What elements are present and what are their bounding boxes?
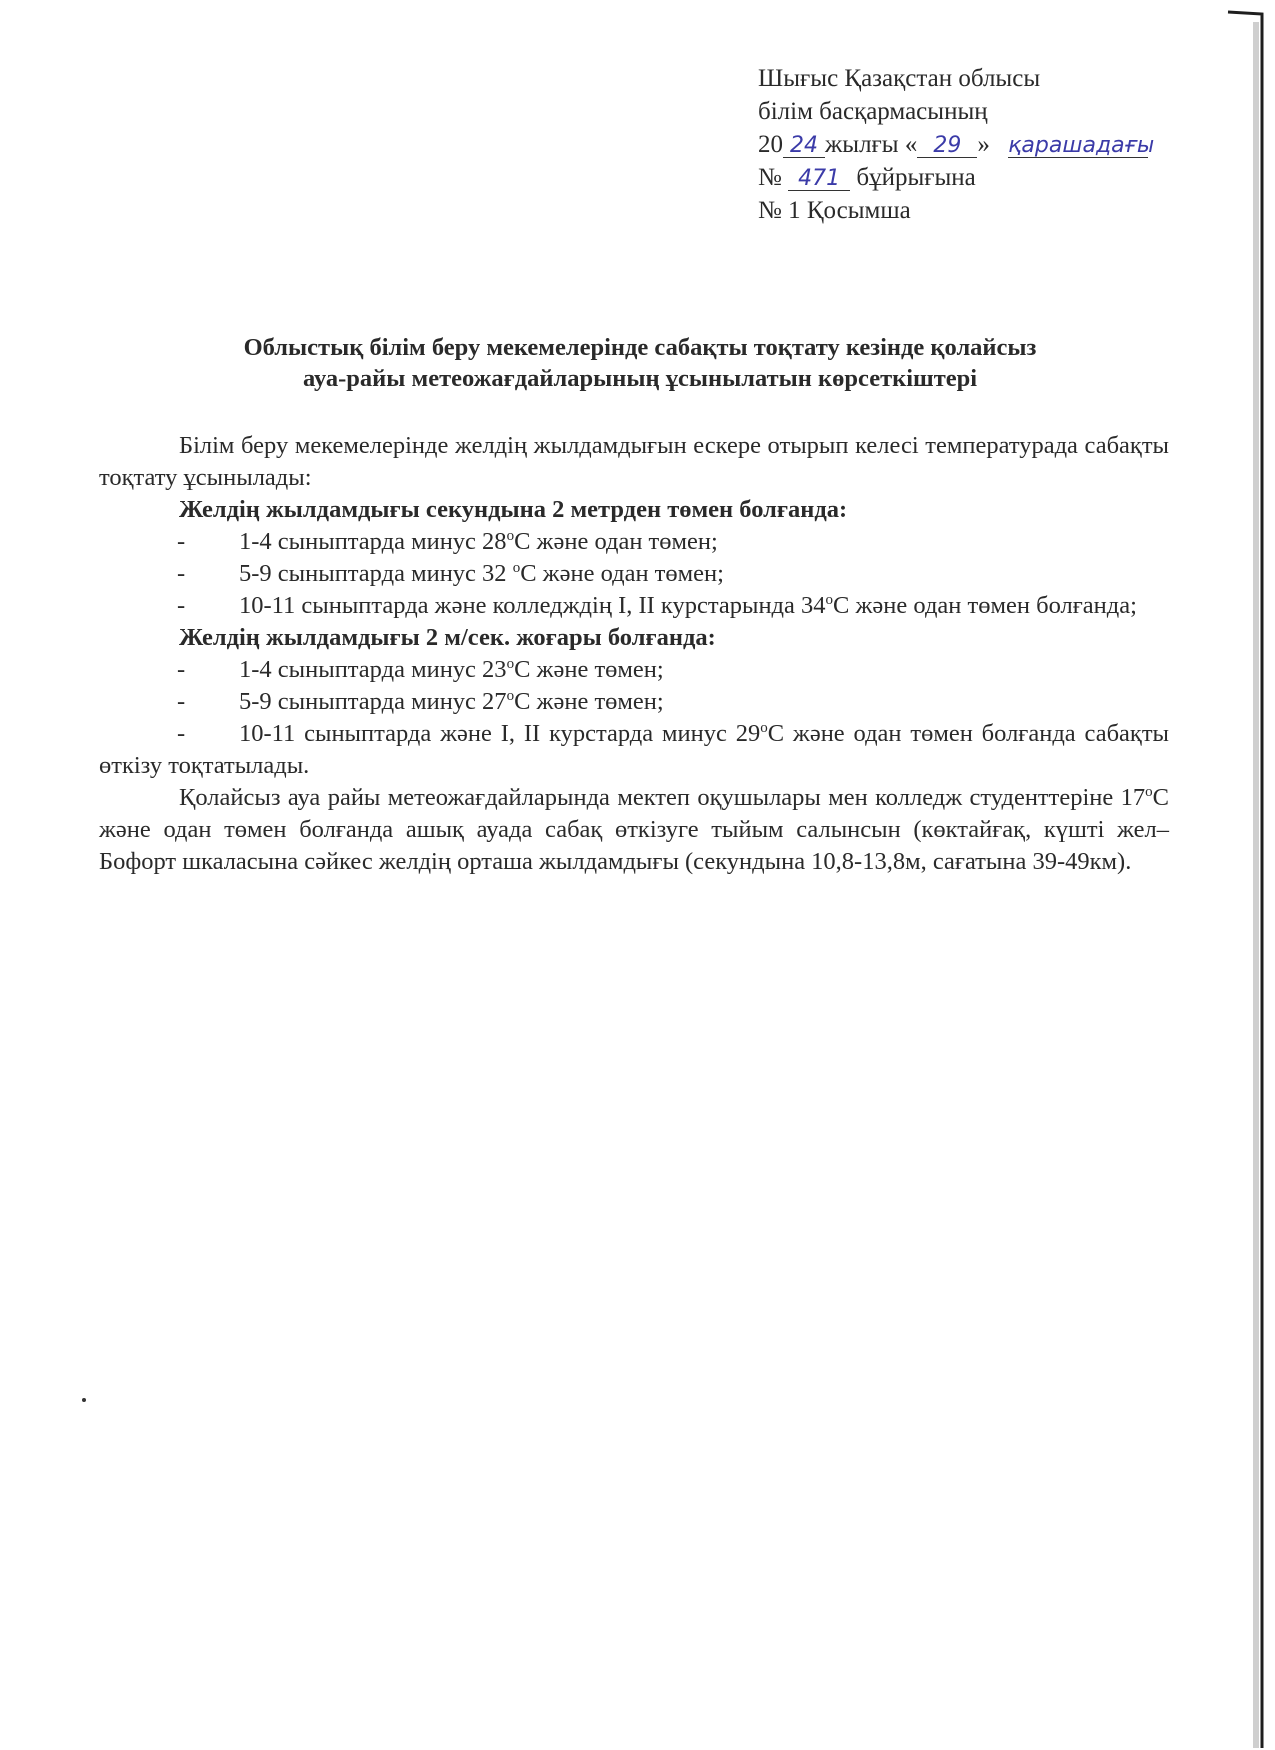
header-line-region: Шығыс Қазақстан облысы [758,65,1041,92]
header-line-department: білім басқармасының [758,98,988,125]
header-line-date: 20 24 жылғы « 29 » қарашадағы [758,131,1155,158]
list-item: - 1-4 сыныптарда минус $28^оС$ және одан төмен; [177,527,718,555]
handwritten-order-number: 471 [788,168,850,191]
list-item: - 10-11 сыныптарда және І, ІІ курстарда минус $29^оС$ және одан төмен болғанда сабақты өткізу тоқтатылады. [99,719,1169,779]
handwritten-year: 24 [783,135,825,158]
document-title [150,332,1130,394]
list-item: - 1-4 сыныптарда минус $23^оС$ және төмен; [177,655,664,683]
list-item: - 5-9 сыныптарда минус $27^оС$ және төмен; [177,687,664,715]
handwritten-day: 29 [917,135,977,158]
closing-paragraph: Қолайсыз ауа райы метеожағдайларында мектеп оқушылары мен колледж студенттеріне $17^оС$ және одан төмен болғанда ашық ауада сабақ өткізуге тыйым салынсын (көктайғақ, күшті жел– Бофорт шкаласына сәйкес желдің орташа жылдамдығы (секундына 10,8-13,8м, сағатына 39-49км). [99,783,1169,875]
document-body [99,430,1169,878]
header-line-order: № 471 бұйрығына [758,164,976,191]
list-item: - 10-11 сыныптарда және колледждің І, ІІ курстарында $34^оС$ және одан төмен болғанда; [177,591,1137,619]
section-heading-high-wind: Желдің жылдамдығы 2 м/сек. жоғары болғанда: [179,624,716,651]
scan-speck [82,1398,86,1402]
handwritten-month: қарашадағы [1008,133,1155,158]
appendix-header [758,62,1155,227]
header-line-appendix: № 1 Қосымша [758,197,911,224]
list-item: - 5-9 сыныптарда минус 32 $^о$С және одан төмен; [177,559,724,587]
title-line-2: ауа-райы метеожағдайларының ұсынылатын көрсеткіштері [302,365,978,392]
title-line-1: Облыстық білім беру мекемелерінде сабақты тоқтату кезінде қолайсыз [243,334,1037,361]
intro-paragraph: Білім беру мекемелерінде желдің жылдамдығын ескере отырып келесі температурада сабақты тоқтату ұсынылады: [99,432,1169,491]
section-heading-low-wind: Желдің жылдамдығы секундына 2 метрден төмен болғанда: [179,496,848,523]
